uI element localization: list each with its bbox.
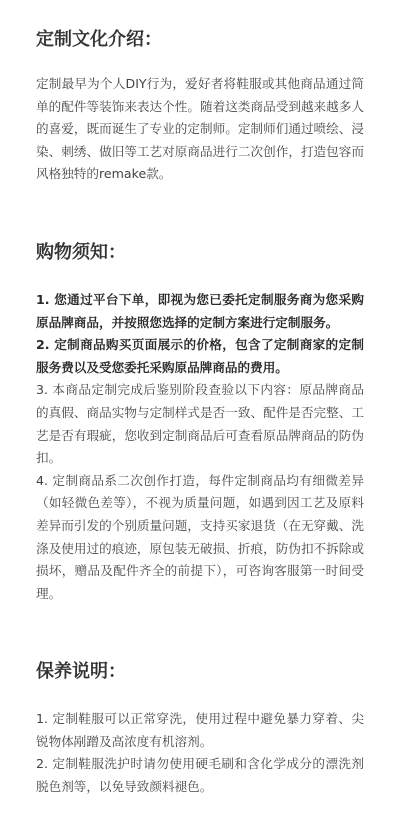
section-title-purchase-notice: 购物须知： [36,241,126,263]
care-instructions-item-2: 2. 定制鞋服洗护时请勿使用硬毛刷和含化学成分的漂洗剂脱色剂等，以免导致颜料褪色。 [36,756,364,795]
section-title-custom-culture: 定制文化介绍： [36,29,162,50]
section-body-care-instructions [36,708,364,798]
section-body-purchase-notice [36,289,364,605]
purchase-notice-item-3: 3. 本商品定制完成后鉴别阶段查验以下内容：原品牌商品的真假、商品实物与定制样式是否一致、配件是否完整、工艺是否有瑕疵，您收到定制商品后可查看原品牌商品的防伪扣。 [36,382,364,466]
purchase-notice-item-4: 4. 定制商品系二次创作打造，每件定制商品均有细微差异（如轻微色差等），不视为质量问题，如遇到因工艺及原料差异而引发的个别质量问题，支持买家退货（在无穿戴、洗涤及使用过的痕迹，原包装无破损、折痕，防伪扣不拆除或损坏，赠品及配件齐全的前提下），可咨询客服第一时间受理。 [36,472,364,601]
custom-culture-paragraph: 定制最早为个人DIY行为，爱好者将鞋服或其他商品通过简单的配件等装饰来表达个性。随着这类商品受到越来越多人的喜爱，既而诞生了专业的定制师。定制师们通过喷绘、浸染、刺绣、做旧等工艺对原商品进行二次创作，打造包容而风格独特的remake款。 [36,76,364,182]
care-instructions-item-1: 1. 定制鞋服可以正常穿洗，使用过程中避免暴力穿着、尖锐物体剐蹭及高浓度有机溶剂。 [36,711,364,749]
section-body-custom-culture [36,73,364,186]
purchase-notice-item-1: 1. 您通过平台下单，即视为您已委托定制服务商为您采购原品牌商品，并按照您选择的定制方案进行定制服务。 [36,291,364,330]
purchase-notice-item-2: 2. 定制商品购买页面展示的价格，包含了定制商家的定制服务费以及受您委托采购原品牌商品的费用。 [36,337,364,375]
section-title-care-instructions: 保养说明： [36,661,126,683]
